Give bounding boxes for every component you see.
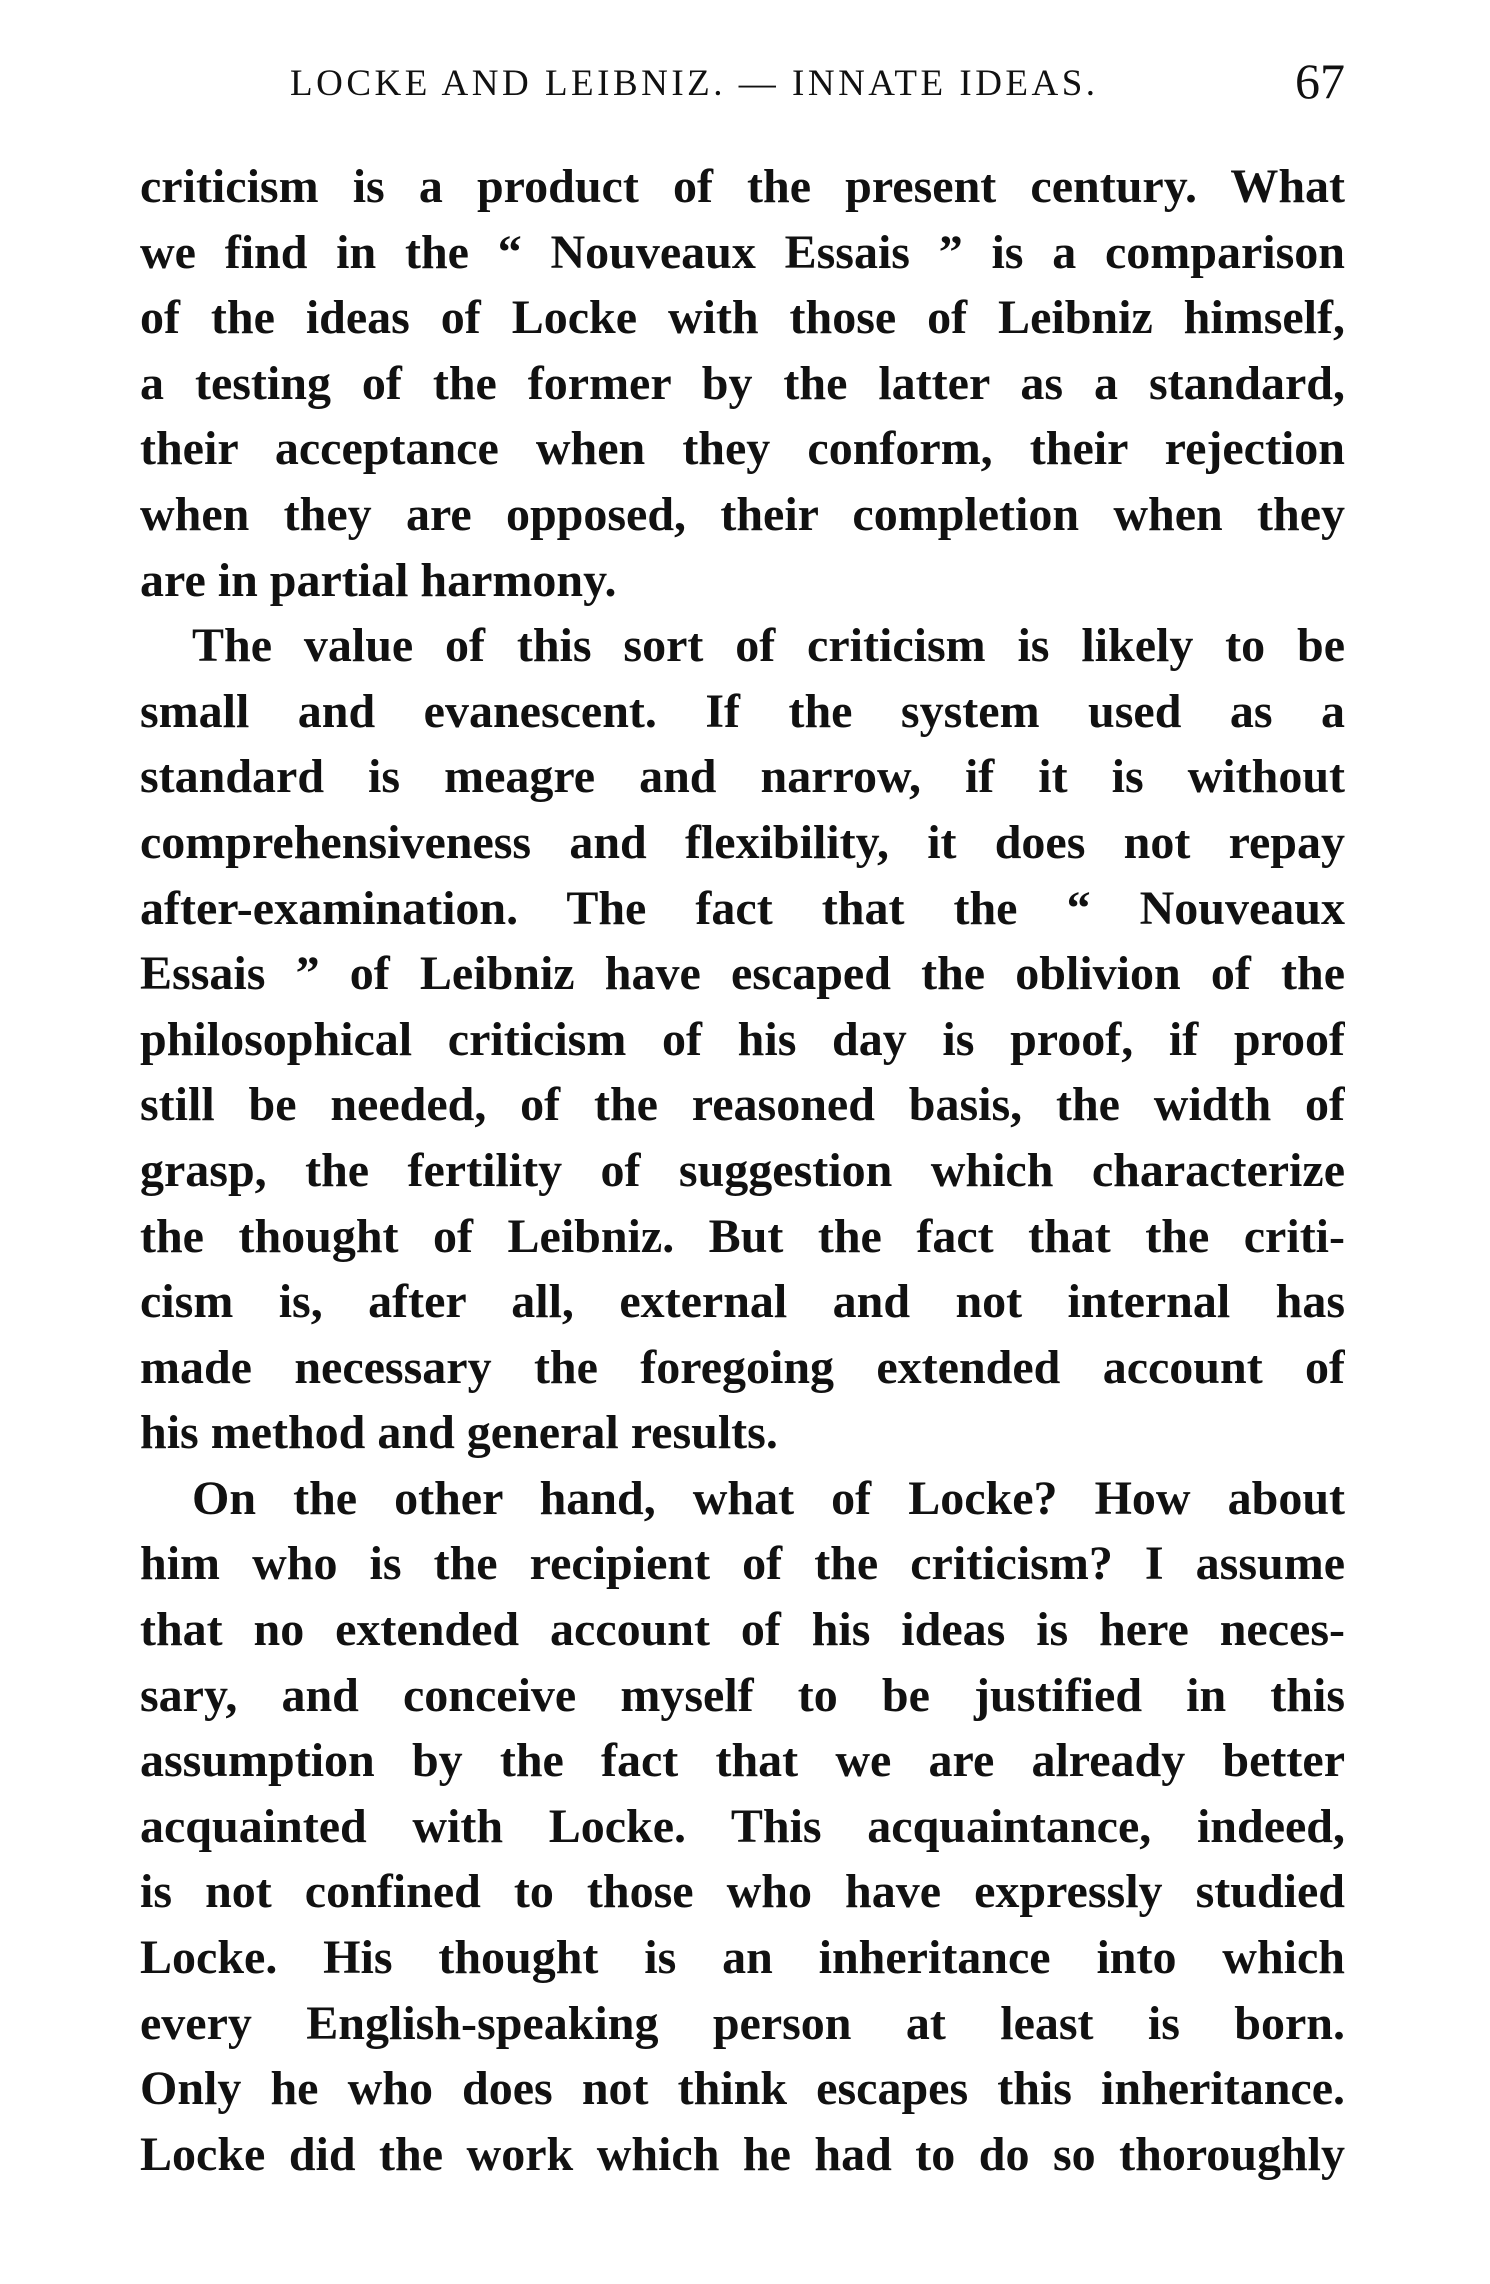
text-line: his method and general results. [140, 1406, 778, 1460]
text-line: Locke did the work which he had to do so thoroughly [140, 2127, 1345, 2181]
text-line: sary, and conceive myself to be justified in this [140, 1668, 1345, 1722]
text-line: assumption by the fact that we are already better [140, 1734, 1345, 1788]
text-line: after-examination. The fact that the “ Nouveaux [140, 881, 1345, 935]
text-line: comprehensiveness and flexibility, it does not repay [140, 815, 1345, 869]
text-line: him who is the recipient of the criticism? I assume [140, 1537, 1345, 1591]
text-line: made necessary the foregoing extended account of [140, 1340, 1345, 1394]
text-line: that no extended account of his ideas is here neces- [140, 1603, 1345, 1657]
text-line: The value of this sort of criticism is likely to be [192, 619, 1345, 673]
text-line: acquainted with Locke. This acquaintance, indeed, [140, 1799, 1345, 1853]
text-line: Locke. His thought is an inheritance into which [140, 1931, 1345, 1985]
running-head: LOCKE AND LEIBNIZ. — INNATE IDEAS. [290, 63, 1099, 104]
body-text [140, 154, 1345, 2187]
text-line: Essais ” of Leibniz have escaped the oblivion of the [140, 947, 1345, 1001]
text-line: are in partial harmony. [140, 553, 617, 607]
text-line: philosophical criticism of his day is proof, if proof [140, 1012, 1345, 1066]
text-line: Only he who does not think escapes this inheritance. [140, 2062, 1345, 2116]
text-line: of the ideas of Locke with those of Leibniz himself, [140, 291, 1345, 345]
text-line: when they are opposed, their completion when they [140, 487, 1345, 541]
text-line: is not confined to those who have expressly studied [140, 1865, 1345, 1919]
text-line: their acceptance when they conform, their rejection [140, 422, 1345, 476]
paragraph [140, 154, 1345, 613]
text-line: On the other hand, what of Locke? How about [192, 1471, 1345, 1525]
paragraph [140, 613, 1345, 1466]
text-line: cism is, after all, external and not internal has [140, 1275, 1345, 1329]
text-line: we find in the “ Nouveaux Essais ” is a comparison [140, 225, 1345, 279]
text-line: criticism is a product of the present century. What [140, 160, 1345, 213]
text-line: small and evanescent. If the system used as a [140, 684, 1345, 738]
text-line: still be needed, of the reasoned basis, the width of [140, 1078, 1345, 1132]
paragraph [140, 1466, 1345, 2188]
text-line: standard is meagre and narrow, if it is without [140, 750, 1345, 804]
text-line: the thought of Leibniz. But the fact that the criti- [140, 1209, 1345, 1263]
page-number: 67 [1295, 53, 1345, 109]
page-header [140, 52, 1345, 116]
text-line: a testing of the former by the latter as a standard, [140, 356, 1345, 410]
text-line: every English-speaking person at least is born. [140, 1996, 1345, 2050]
text-line: grasp, the fertility of suggestion which characterize [140, 1143, 1345, 1197]
